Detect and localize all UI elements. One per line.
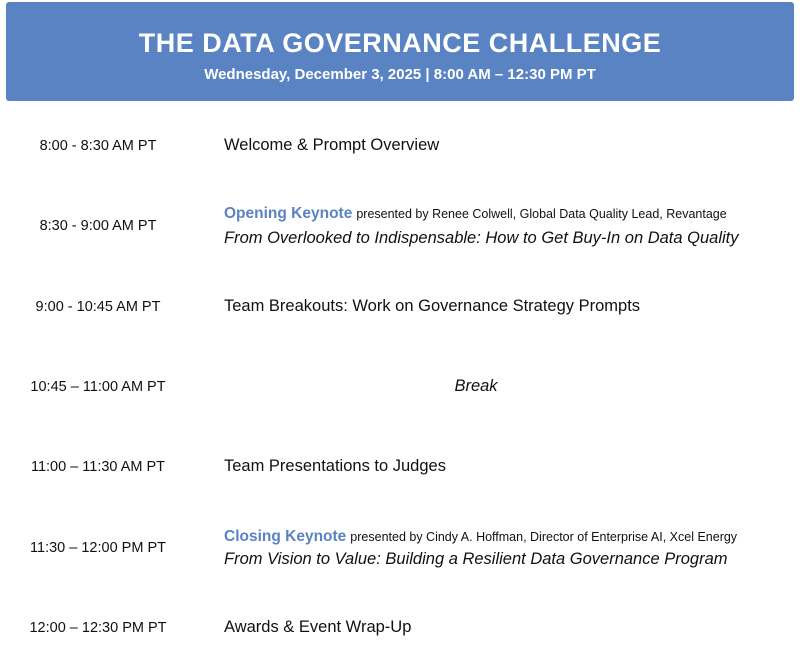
break-label: Break [454,377,498,395]
header-banner [6,2,794,101]
agenda-time: 11:30 – 12:00 PM PT [30,540,166,556]
agenda-title: Team Presentations to Judges [224,457,446,475]
keynote-presenter: presented by Renee Colwell, Global Data Quality Lead, Revantage [356,207,727,221]
event-date-time: Wednesday, December 3, 2025 | 8:00 AM – 12:30 PM PT [204,66,596,83]
agenda-time: 8:30 - 9:00 AM PT [39,218,157,234]
agenda-time: 10:45 – 11:00 AM PT [30,379,166,395]
agenda-time: 9:00 - 10:45 AM PT [35,299,161,315]
keynote-talk-title: From Vision to Value: Building a Resilient Data Governance Program [224,550,728,568]
keynote-label: Opening Keynote [224,205,353,222]
keynote-talk-title: From Overlooked to Indispensable: How to Get Buy-In on Data Quality [224,229,739,247]
agenda-time: 8:00 - 8:30 AM PT [39,138,157,154]
keynote-heading-line [224,528,737,546]
keynote-presenter: presented by Cindy A. Hoffman, Director of Enterprise AI, Xcel Energy [350,530,738,544]
agenda-title: Welcome & Prompt Overview [224,136,440,154]
agenda-time: 11:00 – 11:30 AM PT [30,459,166,475]
agenda-title: Awards & Event Wrap-Up [224,618,412,636]
keynote-label: Closing Keynote [224,528,347,545]
agenda-title: Team Breakouts: Work on Governance Strategy Prompts [224,297,641,315]
page-title: THE DATA GOVERNANCE CHALLENGE [138,28,662,58]
keynote-heading-line [224,205,727,223]
agenda-time: 12:00 – 12:30 PM PT [29,620,167,636]
